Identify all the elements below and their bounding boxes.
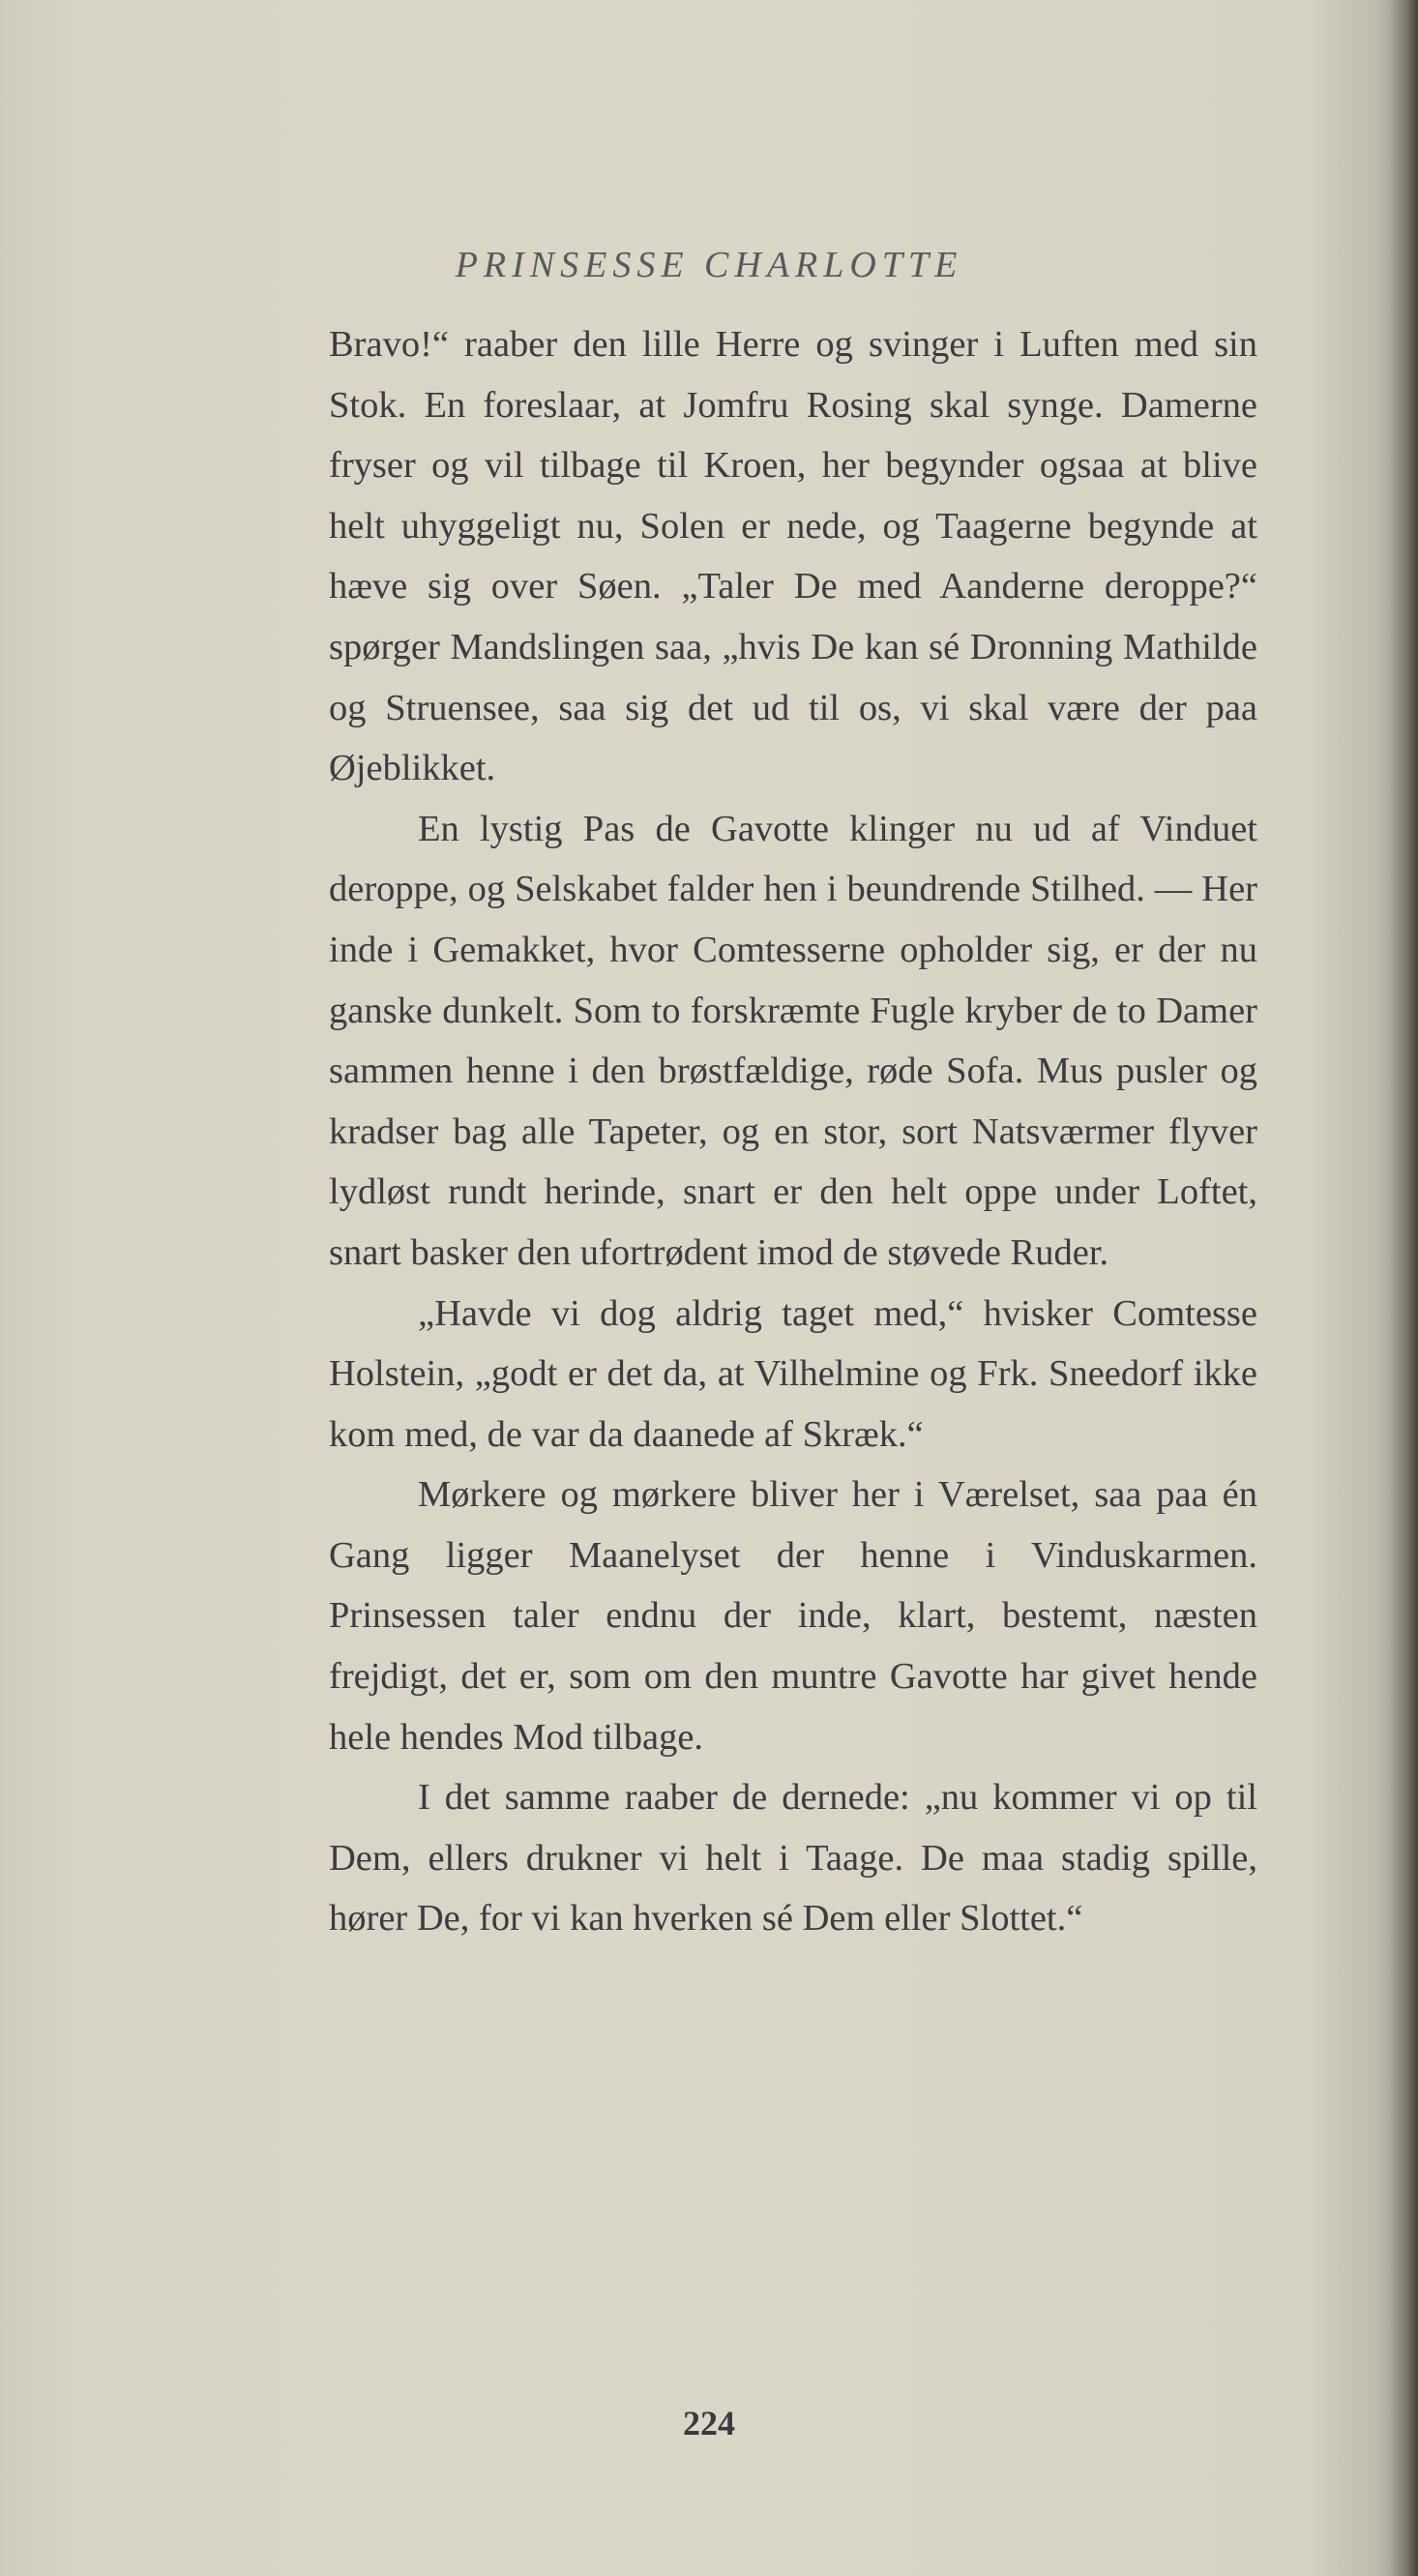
paragraph: Bravo!“ raaber den lille Herre og svinger i Luften med sin Stok. En foreslaar, at Jomfru Rosing skal synge. Damerne fryser og vil tilbage til Kroen, her begynder ogsaa at blive helt uhyggeligt nu, Solen er nede, og Taagerne begynde at hæve sig over Søen. „Taler De med Aanderne deroppe?“ spørger Mandslingen saa, „hvis De kan sé Dronning Mathilde og Struensee, saa sig det ud til os, vi skal være der paa Øjeblikket.: [329, 324, 1257, 789]
paragraph: En lystig Pas de Gavotte klinger nu ud af Vinduet deroppe, og Selskabet falder hen i beundrende Stilhed. — Her inde i Gemakket, hvor Comtesserne opholder sig, er der nu ganske dunkelt. Som to forskræmte Fugle kryber de to Damer sammen henne i den brøstfældige, røde Sofa. Mus pusler og kradser bag alle Tapeter, og en stor, sort Natsværmer flyver lydløst rundt herinde, snart er den helt oppe under Loftet, snart basker den ufortrødent imod de støvede Ruder.: [329, 808, 1257, 1273]
paragraph: I det samme raaber de dernede: „nu kommer vi op til Dem, ellers drukner vi helt i Taage. De maa stadig spille, hører De, for vi kan hverken sé Dem eller Slottet.“: [329, 1777, 1257, 1939]
page-edge-shadow: [1389, 0, 1418, 2576]
running-head: PRINSESSE CHARLOTTE: [455, 245, 963, 285]
paragraph: Mørkere og mørkere bliver her i Værelset, saa paa én Gang ligger Maanelyset der henne i Vinduskarmen. Prinsessen taler endnu der inde, klart, bestemt, næsten frejdigt, det er, som om den muntre Gavotte har givet hende hele hendes Mod tilbage.: [329, 1474, 1257, 1758]
page-number: 224: [683, 2404, 735, 2443]
paragraph: „Havde vi dog aldrig taget med,“ hvisker Comtesse Holstein, „godt er det da, at Vilhelmine og Frk. Sneedorf ikke kom med, de var da daanede af Skræk.“: [329, 1292, 1257, 1455]
body-text: [329, 314, 1257, 1949]
